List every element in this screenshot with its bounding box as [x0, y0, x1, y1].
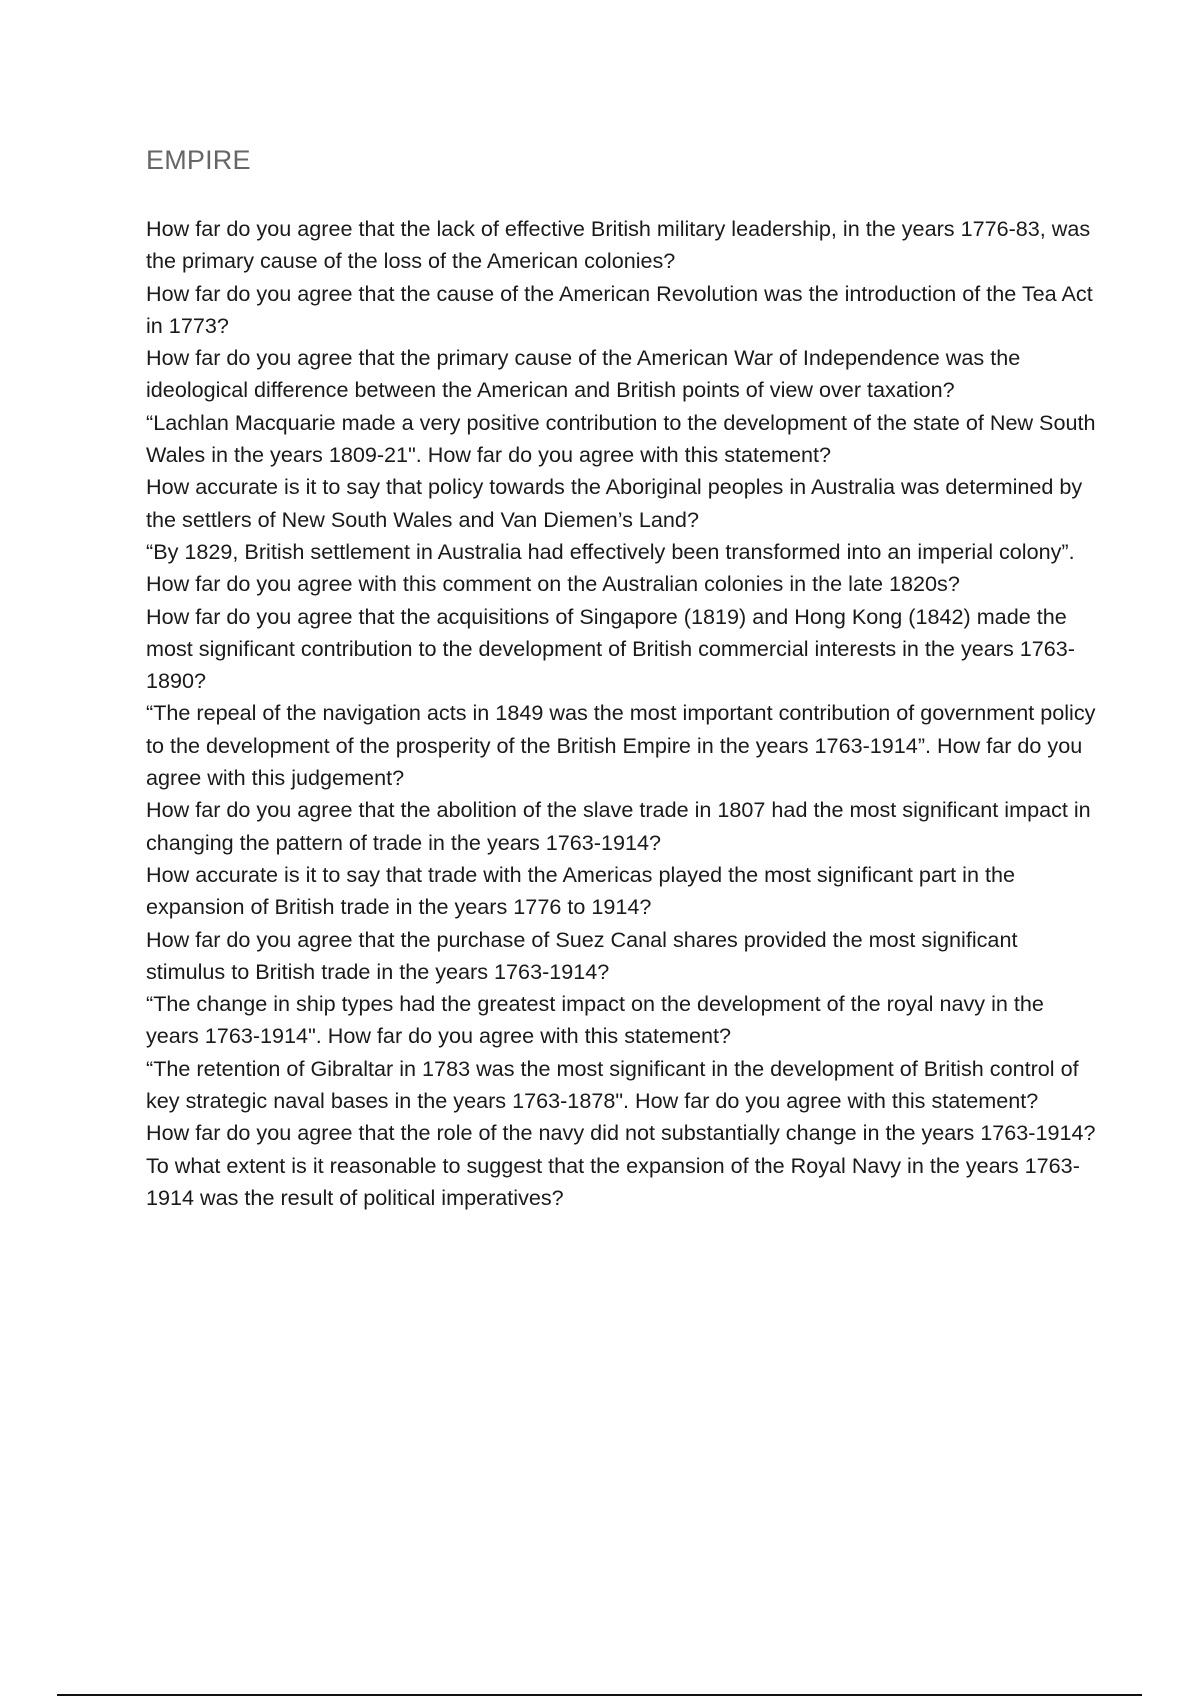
- question-item: “By 1829, British settlement in Australia had effectively been transformed into an imperial colony”. How far do you agree with this comment on the Australian colonies in the late 1820s?: [146, 538, 1075, 597]
- question-item: How far do you agree that the role of the navy did not substantially change in the years 1763-1914?: [146, 1120, 1096, 1146]
- question-item: To what extent is it reasonable to suggest that the expansion of the Royal Navy in the years 1763-1914 was the result of political imperatives?: [146, 1152, 1080, 1210]
- question-list: [146, 213, 1096, 1214]
- question-item: How far do you agree that the cause of the American Revolution was the introduction of the Tea Act in 1773?: [146, 280, 1093, 338]
- footer-divider: [57, 1694, 1142, 1696]
- question-item: How far do you agree that the primary cause of the American War of Independence was the ideological difference between the American and British points of view over taxation?: [146, 345, 1021, 403]
- question-item: “The change in ship types had the greatest impact on the development of the royal navy in the years 1763-1914". How far do you agree with this statement?: [146, 991, 1044, 1049]
- question-item: How far do you agree that the acquisitions of Singapore (1819) and Hong Kong (1842) made the most significant contribution to the development of British commercial interests in the years 1763-1890?: [146, 603, 1075, 694]
- question-item: How accurate is it to say that policy towards the Aboriginal peoples in Australia was determined by the settlers of New South Wales and Van Diemen’s Land?: [146, 474, 1083, 532]
- question-item: How far do you agree that the lack of effective British military leadership, in the years 1776-83, was the primary cause of the loss of the American colonies?: [146, 216, 1091, 274]
- question-item: How accurate is it to say that trade with the Americas played the most significant part in the expansion of British trade in the years 1776 to 1914?: [146, 861, 1015, 920]
- question-item: How far do you agree that the abolition of the slave trade in 1807 had the most significant impact in changing the pattern of trade in the years 1763-1914?: [146, 797, 1091, 855]
- question-item: “The repeal of the navigation acts in 1849 was the most important contribution of government policy to the development of the prosperity of the British Empire in the years 1763-1914”. How far do you agree with this judgement?: [146, 700, 1096, 791]
- question-item: How far do you agree that the purchase of Suez Canal shares provided the most significant stimulus to British trade in the years 1763-1914?: [146, 926, 1018, 984]
- question-item: “The retention of Gibraltar in 1783 was the most significant in the development of British control of key strategic naval bases in the years 1763-1878". How far do you agree with this statement?: [146, 1055, 1079, 1114]
- question-item: “Lachlan Macquarie made a very positive contribution to the development of the state of New South Wales in the years 1809-21". How far do you agree with this statement?: [146, 409, 1096, 468]
- page-title: EMPIRE: [146, 145, 251, 175]
